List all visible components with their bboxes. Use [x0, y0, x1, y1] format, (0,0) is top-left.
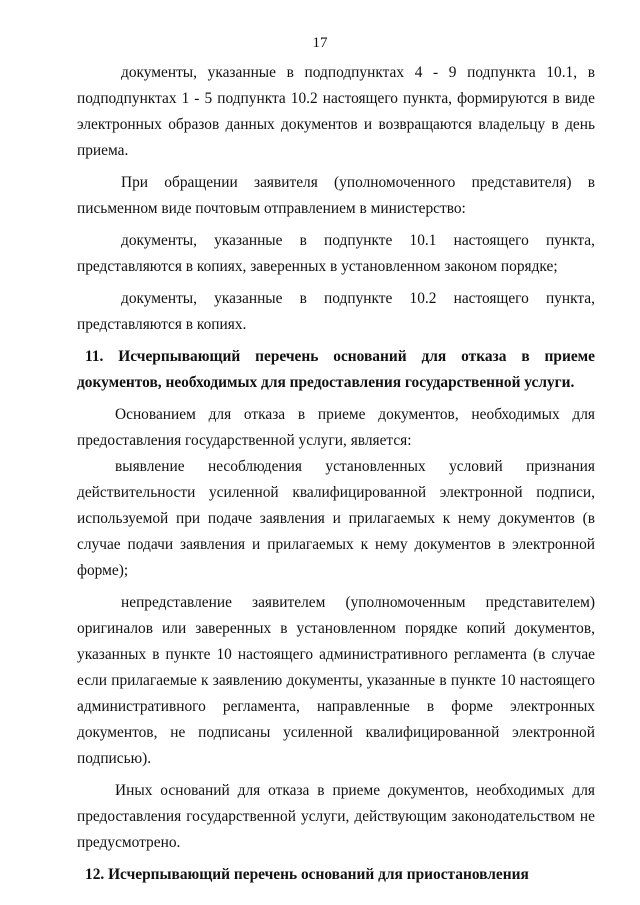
paragraph: документы, указанные в подпункте 10.2 настоящего пункта, представляются в копиях.	[77, 290, 595, 333]
section-heading-11: 11. Исчерпывающий перечень оснований для отказа в приеме документов, необходимых для предоставления государственной услуги.	[77, 348, 595, 391]
paragraph: Основанием для отказа в приеме документов, необходимых для предоставления государственной услуги, является:	[77, 406, 595, 449]
document-body	[77, 60, 595, 888]
paragraph: Иных оснований для отказа в приеме документов, необходимых для предоставления государственной услуги, действующим законодательством не предусмотрено.	[77, 782, 595, 851]
section-heading-12: 12. Исчерпывающий перечень оснований для приостановления	[85, 866, 529, 883]
page-number: 17	[312, 35, 328, 51]
paragraph: непредставление заявителем (уполномоченным представителем) оригиналов или заверенных в установленном порядке копий документов, указанных в пункте 10 настоящего административного регламента (в случае если прилагаемые к заявлению документы, указанные в пункте 10 настоящего административного регламента, направленные в форме электронных документов, не подписаны усиленной квалифицированной электронной подписью).	[77, 594, 595, 767]
paragraph: документы, указанные в подпункте 10.1 настоящего пункта, представляются в копиях, заверенных в установленном законом порядке;	[77, 232, 595, 275]
paragraph: При обращении заявителя (уполномоченного представителя) в письменном виде почтовым отправлением в министерство:	[77, 174, 595, 217]
paragraph: выявление несоблюдения установленных условий признания действительности усиленной квалифицированной электронной подписи, используемой при подаче заявления и прилагаемых к нему документов (в случае подачи заявления и прилагаемых к нему документов в электронной форме);	[77, 458, 595, 579]
paragraph: документы, указанные в подподпунктах 4 - 9 подпункта 10.1, в подподпунктах 1 - 5 подпункта 10.2 настоящего пункта, формируются в виде электронных образов данных документов и возвращаются владельцу в день приема.	[77, 64, 595, 159]
